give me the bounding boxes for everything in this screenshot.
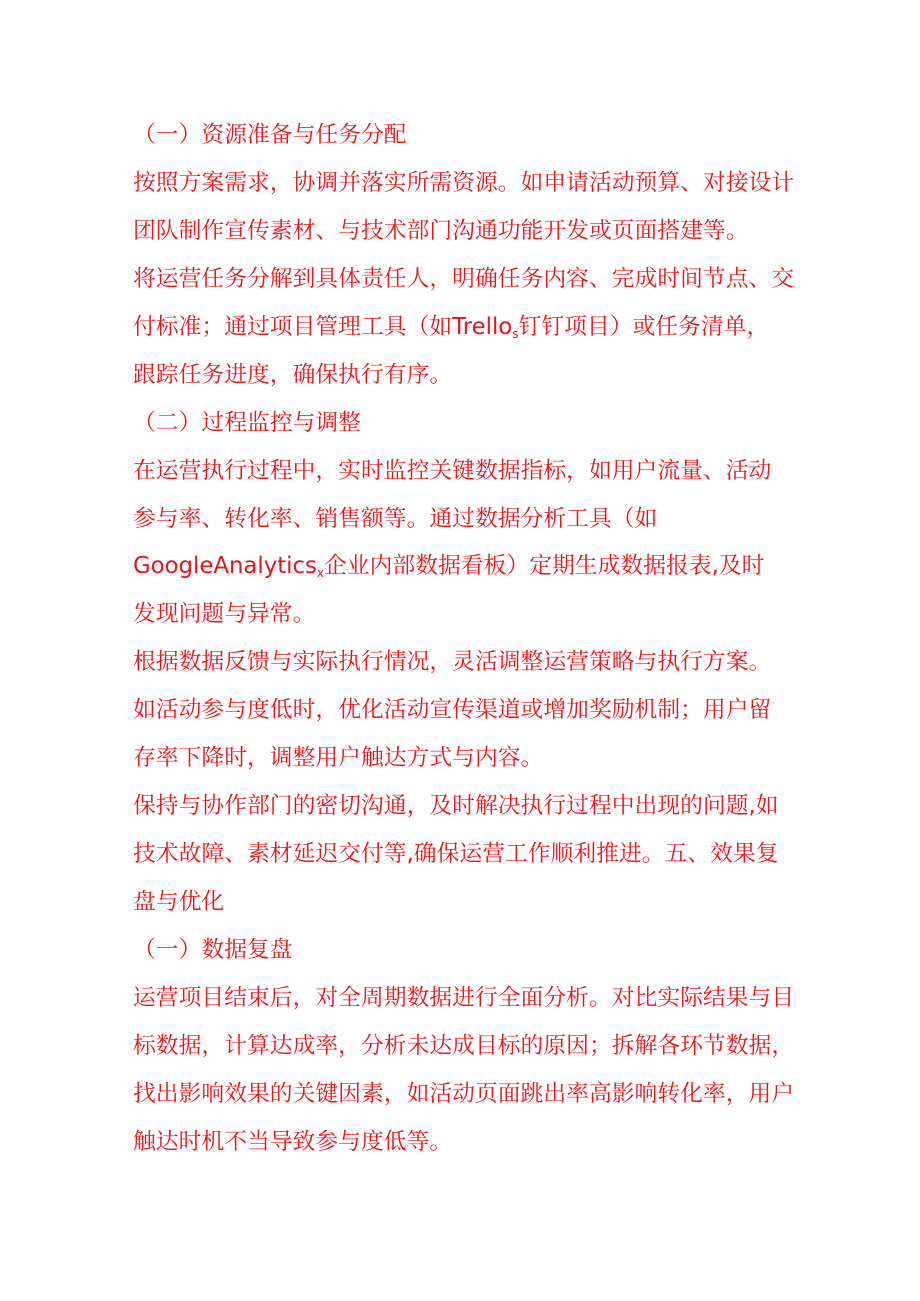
- subscript: s: [512, 326, 519, 341]
- paragraph-line: 跟踪任务进度，确保执行有序。: [133, 361, 453, 388]
- paragraph-line: 按照方案需求，协调并落实所需资源。如申请活动预算、对接设计: [133, 169, 795, 196]
- paragraph: [133, 256, 893, 400]
- section-heading: （二）过程监控与调整: [133, 409, 361, 436]
- paragraph-line: 发现问题与异常。: [133, 601, 316, 628]
- paragraph: [133, 975, 893, 1167]
- line-text: 企业内部数据看板）定期生成数据报表,及时: [324, 553, 765, 580]
- paragraph-line: 标数据，计算达成率，分析未达成目标的原因；拆解各环节数据，: [133, 1032, 795, 1059]
- paragraph-line: [133, 543, 893, 591]
- paragraph-line: 触达时机不当导致参与度低等。: [133, 1128, 453, 1155]
- section: [133, 400, 893, 927]
- subscript: x: [316, 566, 325, 581]
- paragraph-line: 将运营任务分解到具体责任人，明确任务内容、完成时间节点、交: [133, 265, 795, 292]
- line-text: GoogleAnalytics: [133, 553, 317, 580]
- section-heading: （一）数据复盘: [133, 936, 293, 963]
- paragraph-line: 存率下降时，调整用户触达方式与内容。: [133, 745, 544, 772]
- section: [133, 927, 893, 1167]
- paragraph-line: 参与率、转化率、销售额等。通过数据分析工具（如: [133, 505, 658, 532]
- paragraph-line: 盘与优化: [133, 889, 225, 915]
- line-text: 钉钉项目）或任务清单，: [518, 313, 770, 340]
- paragraph-line: 根据数据反馈与实际执行情况，灵活调整运营策略与执行方案。: [133, 649, 772, 676]
- document-page: [133, 112, 893, 1167]
- paragraph-line: [133, 304, 893, 352]
- paragraph-line: 如活动参与度低时，优化活动宣传渠道或增加奖励机制；用户留: [133, 697, 772, 724]
- paragraph: [133, 783, 893, 927]
- line-text: 付标准；通过项目管理工具（如Trello: [133, 313, 513, 340]
- paragraph: [133, 639, 893, 783]
- paragraph-line: 找出影响效果的关键因素，如活动页面跳出率高影响转化率，用户: [133, 1080, 795, 1107]
- section: [133, 112, 893, 400]
- paragraph-line: 运营项目结束后，对全周期数据进行全面分析。对比实际结果与目: [133, 984, 795, 1011]
- paragraph-line: 保持与协作部门的密切沟通，及时解决执行过程中出现的问题,如: [133, 793, 779, 820]
- paragraph: [133, 448, 893, 640]
- paragraph: [133, 160, 893, 256]
- paragraph-line: 在运营执行过程中，实时监控关键数据指标，如用户流量、活动: [133, 457, 772, 484]
- paragraph-line: 团队制作宣传素材、与技术部门沟通功能开发或页面搭建等。: [133, 217, 749, 244]
- paragraph-line: 技术故障、素材延迟交付等,确保运营工作顺利推进。五、效果复: [133, 841, 779, 868]
- section-heading: （一）资源准备与任务分配: [133, 122, 407, 148]
